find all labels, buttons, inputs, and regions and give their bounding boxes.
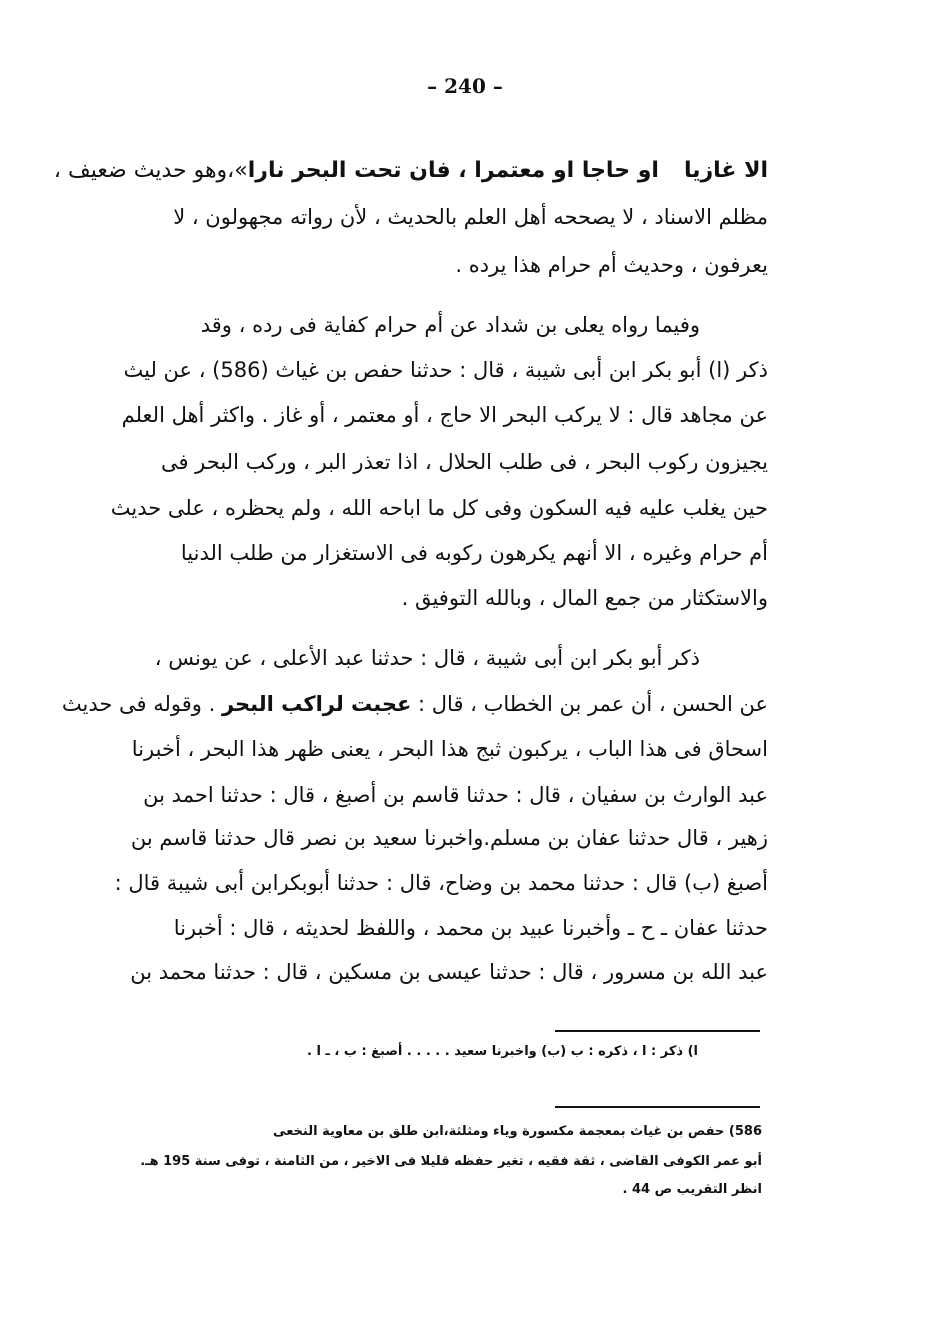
footnote-line: أبو عمر الكوفى القاضى ، ثقة فقيه ، تغير حفظه قليلا فى الاخير ، من الثامنة ، توفى سنة 195 هـ.	[140, 1154, 762, 1169]
paragraph3-line2-a: عن الحسن ، أن عمر بن الخطاب ، قال :	[418, 692, 768, 716]
footnote-rule	[555, 1106, 760, 1108]
paragraph1-bold-b: او حاجا او معتمرا ، فان تحت البحر نارا	[247, 158, 659, 183]
paragraph1-bold-a: الا غازيا	[683, 158, 768, 183]
paragraph3-quote: عجبت لراكب البحر	[221, 692, 412, 716]
paragraph2-line: عن مجاهد قال : لا يركب البحر الا حاج ، أو معتمر ، أو غاز . واكثر أهل العلم	[121, 403, 768, 427]
paragraph3-line: اسحاق فى هذا الباب ، يركبون ثبج هذا البحر ، يعنى ظهر هذا البحر ، أخبرنا	[131, 737, 768, 761]
paragraph2-line: وفيما رواه يعلى بن شداد عن أم حرام كفاية فى رده ، وقد	[200, 313, 700, 337]
paragraph2-line: والاستكثار من جمع المال ، وبالله التوفيق .	[401, 586, 768, 610]
paragraph3-line: زهير ، قال حدثنا عفان بن مسلم.واخبرنا سعيد بن نصر قال حدثنا قاسم بن	[130, 826, 768, 850]
paragraph3-line: عبد الله بن مسرور ، قال : حدثنا عيسى بن مسكين ، قال : حدثنا محمد بن	[130, 960, 768, 984]
paragraph2-line: ذكر (ا) أبو بكر ابن أبى شيبة ، قال : حدثنا حفص بن غياث (586) ، عن ليث	[123, 358, 768, 382]
paragraph3-line: حدثنا عفان ـ ح ـ وأخبرنا عبيد بن محمد ، واللفظ لحديثه ، قال : أخبرنا	[173, 916, 768, 940]
paragraph1-rest: »،وهو حديث ضعيف ،	[53, 158, 248, 183]
paragraph2-line: يجيزون ركوب البحر ، فى طلب الحلال ، اذا تعذر البر ، وركب البحر فى	[160, 450, 768, 474]
page-number: – 240 –	[427, 74, 503, 98]
paragraph3-line: أصبغ (ب) قال : حدثنا محمد بن وضاح، قال : حدثنا أبوبكرابن أبى شيبة قال :	[114, 871, 768, 895]
paragraph1-line1	[54, 156, 768, 186]
paragraph3-line2-b: . وقوله فى حديث	[61, 692, 216, 716]
paragraph3-line1: ذكر أبو بكر ابن أبى شيبة ، قال : حدثنا عبد الأعلى ، عن يونس ،	[154, 646, 700, 670]
paragraph3-line2	[62, 689, 768, 719]
variant-note: ا) ذكر : ا ، ذكره : ب (ب) واخبرنا سعيد . . . . . أصبغ : ب ، ـ ا .	[306, 1044, 698, 1059]
paragraph2-line: أم حرام وغيره ، الا أنهم يكرهون ركوبه فى الاستغزار من طلب الدنيا	[180, 541, 768, 565]
footnote-line: 586) حفص بن غياث بمعجمة مكسورة وياء ومثلثة،ابن طلق بن معاوية النخعى	[273, 1124, 762, 1139]
paragraph2-line: حين يغلب عليه فيه السكون وفى كل ما اباحه الله ، ولم يحظره ، على حديث	[110, 496, 768, 520]
variant-note-rule	[555, 1030, 760, 1032]
paragraph1-line2: مظلم الاسناد ، لا يصححه أهل العلم بالحديث ، لأن رواته مجهولون ، لا	[173, 205, 768, 229]
footnote-line: انظر التقريب ص 44 .	[622, 1182, 762, 1197]
paragraph3-line: عبد الوارث بن سفيان ، قال : حدثنا قاسم بن أصبغ ، قال : حدثنا احمد بن	[143, 783, 768, 807]
paragraph1-line3: يعرفون ، وحديث أم حرام هذا يرده .	[455, 253, 768, 277]
